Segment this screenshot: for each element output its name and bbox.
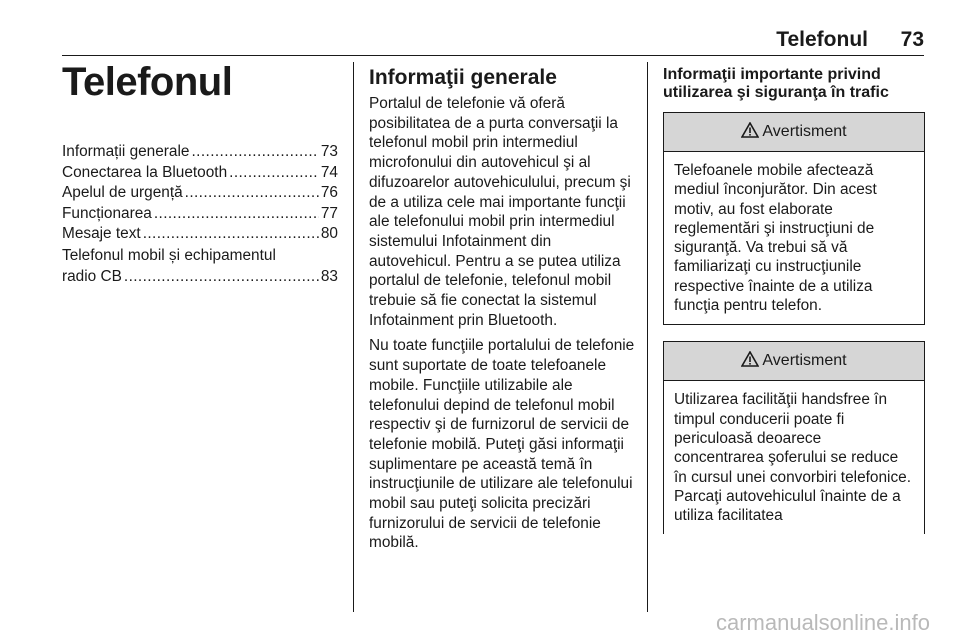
toc-entry-label: Apelul de urgență xyxy=(62,184,183,202)
column-divider-2 xyxy=(647,62,648,612)
toc-entry-label: Conectarea la Bluetooth xyxy=(62,163,228,181)
warning-triangle-icon xyxy=(741,122,762,143)
toc-entry-page: 73 xyxy=(320,143,338,160)
warning-title: Avertisment xyxy=(762,352,847,370)
body-paragraph: Portalul de telefonie vă oferă posibilitatea de a purta conversaţii la telefonul mobil prin intermediul microfonului din autovehicul şi al difuzoarelor autovehiculului, precum şi de a utiliza cele mai importante funcţii ale telefonului mobil prin intermediul sistemului Infotainment din autovehicul. Pentru a se putea utiliza portalul de telefonie, telefonul mobil trebuie să fie conectat la sistemul Infotainment prin Bluetooth. xyxy=(369,95,631,329)
toc-entry-label-line1: Telefonul mobil și echipamentul xyxy=(62,246,276,264)
toc-entry-label: Mesaje text xyxy=(62,225,141,243)
toc-entry[interactable] xyxy=(62,183,338,204)
page-number: 73 xyxy=(900,28,924,51)
toc-entry-label-line2: radio CB xyxy=(62,267,122,285)
watermark: carmanualsonline.info xyxy=(715,610,930,635)
toc-entry-page: 83 xyxy=(320,267,338,285)
general-info-section xyxy=(369,66,637,559)
column-divider-1 xyxy=(353,62,354,612)
toc-entry-page: 77 xyxy=(320,204,338,222)
toc-entry[interactable] xyxy=(62,224,338,245)
toc-entry-label: Funcționarea xyxy=(62,204,152,222)
warning-text: Telefoanele mobile afectează mediul înconjurător. Din acest motiv, au fost elaborate reglementări şi instrucţiuni de siguranţă. Va trebui să vă familiarizaţi cu instrucţiunile respective înainte de a utiliza funcţia pentru telefon. xyxy=(674,162,877,315)
toc-entry-page: 74 xyxy=(320,163,338,181)
safety-section xyxy=(663,66,925,550)
toc-entry[interactable] xyxy=(62,246,338,287)
toc-entry[interactable] xyxy=(62,142,338,163)
header-title: Telefonul xyxy=(776,28,868,51)
chapter-title: Telefonul xyxy=(62,60,233,104)
body-paragraph: Nu toate funcţiile portalului de telefonie sunt suportate de toate telefoanele mobile. Funcţiile utilizabile ale telefonului depind de telefonul mobil respectiv şi de furnizorul de servicii de telefonie mobilă. Puteţi găsi informaţii suplimentare pe această temă în instrucţiunile de utilizare ale telefonului mobil sau puteţi solicita precizări furnizorului de servicii de telefonie mobilă. xyxy=(369,337,635,552)
table-of-contents xyxy=(62,142,338,287)
toc-leader-dots xyxy=(143,224,319,245)
toc-entry[interactable] xyxy=(62,204,338,225)
toc-leader-dots xyxy=(191,142,318,163)
toc-leader-dots xyxy=(185,183,319,204)
warning-triangle-icon xyxy=(741,351,762,372)
toc-leader-dots xyxy=(229,163,319,184)
section-heading: Informaţii generale xyxy=(369,66,557,89)
warning-header xyxy=(664,113,924,152)
warning-header xyxy=(664,342,924,381)
toc-entry-page: 76 xyxy=(320,184,338,202)
warning-text: Utilizarea facilităţii handsfree în timpul conducerii poate fi periculoasă deoarece concentrarea şoferului se reduce în cursul unei convorbiri telefonice. Parcaţi autovehiculul înainte de a utiliza facilitatea xyxy=(674,391,911,525)
toc-entry[interactable] xyxy=(62,163,338,184)
toc-leader-dots xyxy=(154,204,319,225)
warning-title: Avertisment xyxy=(762,123,847,140)
warning-box xyxy=(663,112,925,325)
header-divider xyxy=(62,55,924,56)
section-heading: Informaţii importante privind utilizarea şi siguranţa în trafic xyxy=(663,66,889,101)
toc-leader-dots xyxy=(124,267,319,288)
toc-entry-label: Informații generale xyxy=(62,143,190,160)
toc-entry-page: 80 xyxy=(320,225,338,243)
warning-box xyxy=(663,341,925,534)
